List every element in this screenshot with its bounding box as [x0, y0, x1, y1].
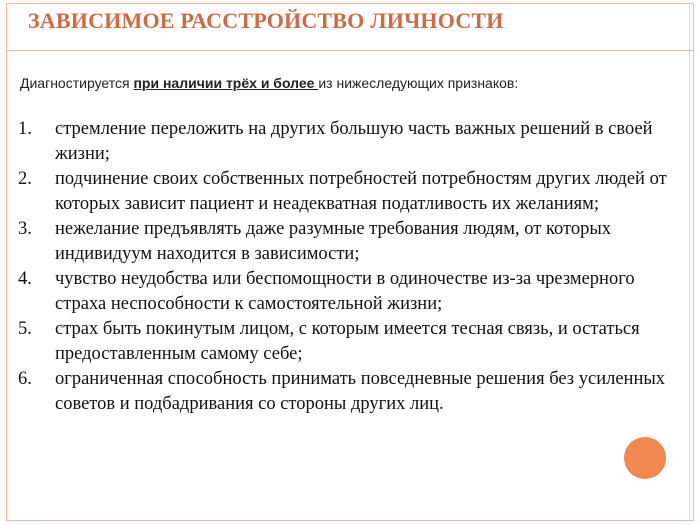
- list-item-text: стремление переложить на других большую часть важных решений в своей жизни;: [55, 119, 653, 164]
- criteria-list: [18, 117, 682, 417]
- list-item-number: 1.: [18, 119, 32, 139]
- intro-text: [20, 74, 660, 92]
- title-divider: [6, 50, 694, 51]
- list-item: [18, 117, 682, 166]
- slide-frame-top: [6, 3, 694, 4]
- list-item: [18, 217, 682, 266]
- slide-frame-left: [6, 3, 7, 521]
- list-item-number: 6.: [18, 369, 32, 389]
- list-item: [18, 367, 682, 416]
- list-item: [18, 167, 682, 216]
- intro-suffix: из нижеследующих признаков:: [318, 75, 519, 91]
- list-item: [18, 317, 682, 366]
- intro-prefix: Диагностируется: [20, 75, 134, 91]
- decorative-circle: [624, 437, 666, 479]
- list-item-text: страх быть покинутым лицом, с которым имеется тесная связь, и остаться предоставленным самому себе;: [55, 319, 640, 364]
- list-item-text: подчинение своих собственных потребностей потребностям других людей от которых зависит пациент и неадекватная податливость их желаниям;: [55, 169, 667, 214]
- list-item: [18, 267, 682, 316]
- intro-emphasis: при наличии трёх и более: [133, 75, 319, 91]
- slide-frame-bottom: [6, 520, 694, 521]
- list-item-number: 4.: [18, 269, 32, 289]
- slide-frame-right-inner: [689, 3, 690, 521]
- list-item-text: ограниченная способность принимать повседневные решения без усиленных советов и подбадривания со стороны других лиц.: [55, 369, 666, 414]
- slide-title: ЗАВИСИМОЕ РАССТРОЙСТВО ЛИЧНОСТИ: [28, 8, 504, 33]
- list-item-number: 5.: [18, 319, 32, 339]
- list-item-text: чувство неудобства или беспомощности в одиночестве из-за чрезмерного страха неспособности к самостоятельной жизни;: [55, 269, 635, 314]
- slide-frame-right: [693, 3, 694, 521]
- list-item-number: 3.: [18, 219, 32, 239]
- list-item-text: нежелание предъявлять даже разумные требования людям, от которых индивидуум находится в зависимости;: [55, 219, 612, 264]
- list-item-number: 2.: [18, 169, 32, 189]
